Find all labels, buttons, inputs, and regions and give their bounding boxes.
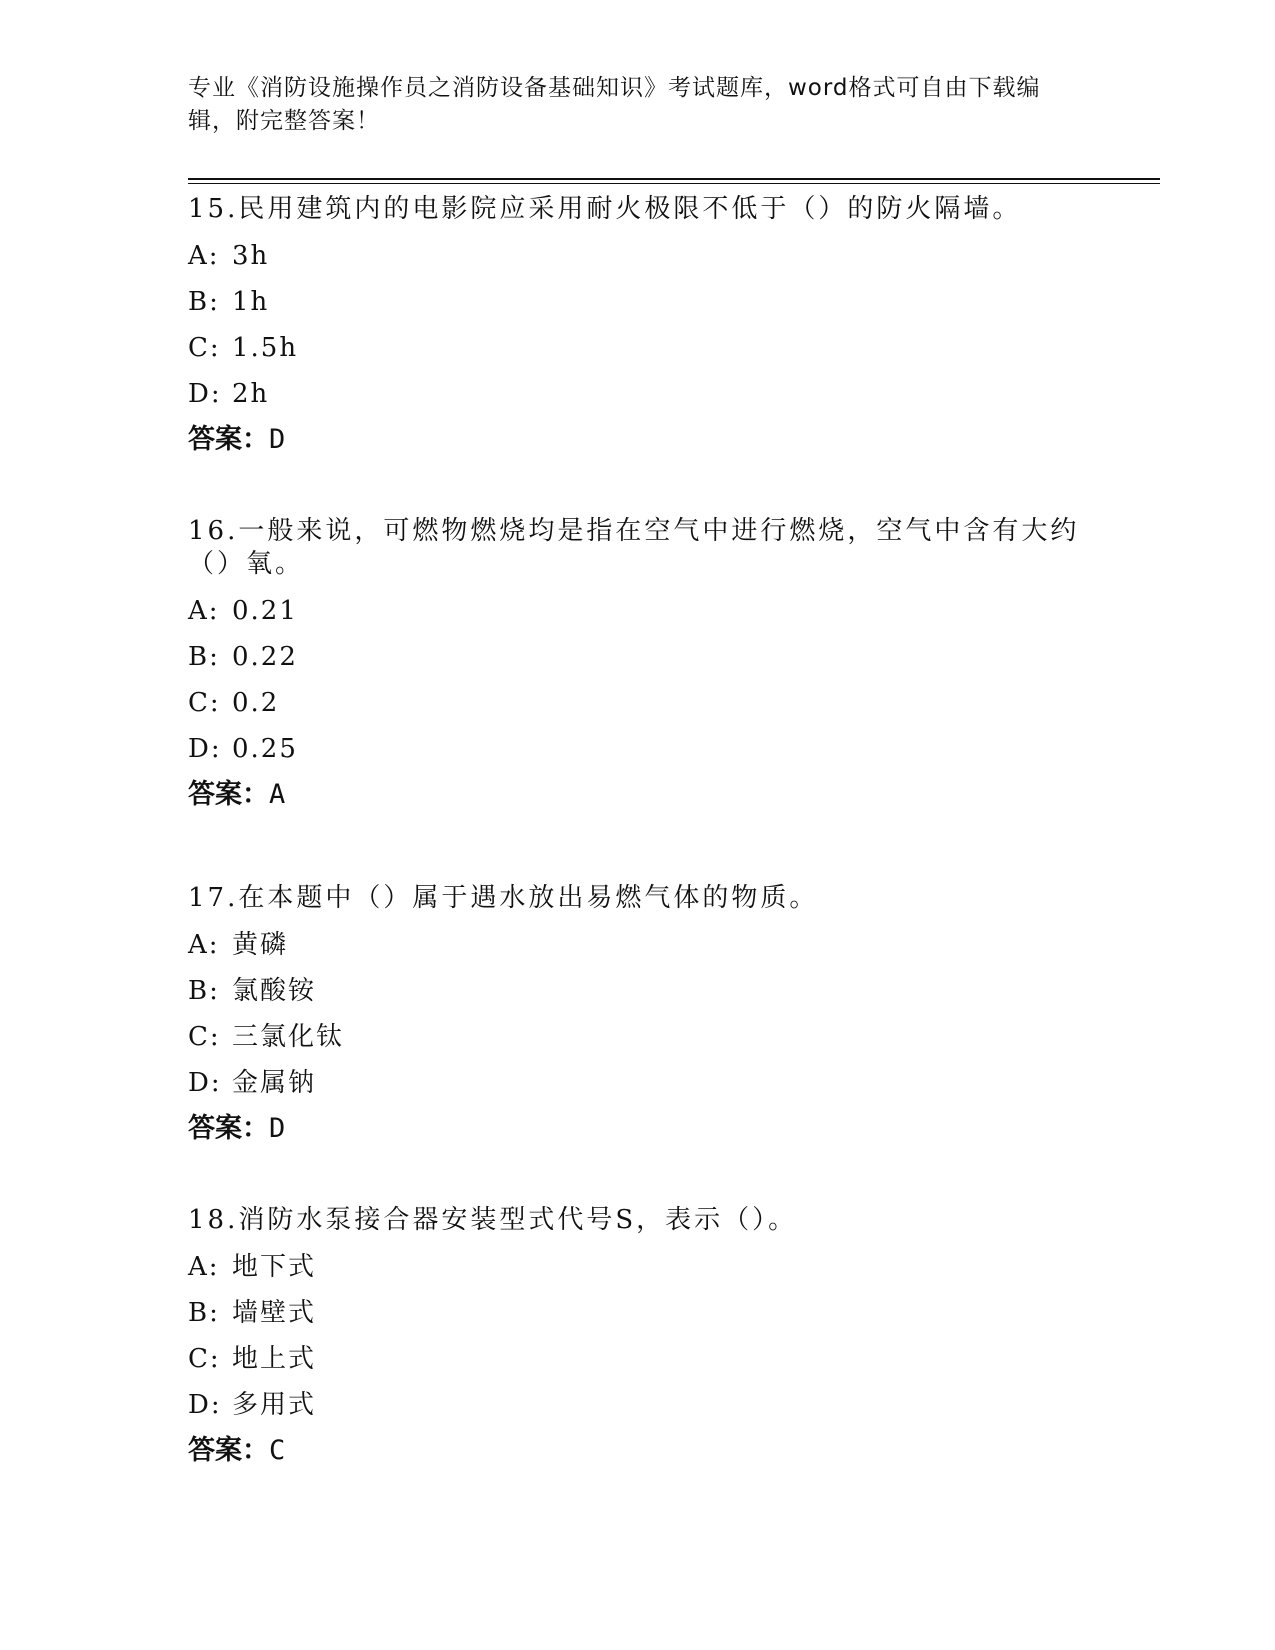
option-c [188, 680, 1088, 726]
option-letter: C: [188, 333, 221, 363]
answer-line [188, 1106, 1088, 1152]
answer-label: 答案： [188, 424, 269, 455]
option-value: 2h [232, 379, 270, 409]
option-letter: B: [188, 1298, 220, 1328]
answer-label: 答案： [188, 1435, 269, 1466]
answer-label: 答案： [188, 779, 269, 810]
option-value: 金属钠 [232, 1068, 317, 1098]
option-letter: A: [188, 1252, 220, 1282]
header-divider-thin [188, 183, 1160, 184]
option-letter: D: [188, 1390, 222, 1420]
answer-line [188, 417, 1088, 463]
answer-value: A [269, 779, 286, 810]
option-value: 0.2 [232, 688, 280, 718]
answer-value: C [269, 1435, 286, 1466]
option-letter: B: [188, 976, 220, 1006]
option-b [188, 279, 1088, 325]
option-value: 黄磷 [232, 930, 289, 960]
option-value: 1.5h [232, 333, 299, 363]
option-letter: D: [188, 379, 222, 409]
option-letter: A: [188, 241, 220, 271]
option-letter: B: [188, 642, 220, 672]
option-value: 地上式 [232, 1344, 317, 1374]
answer-value: D [269, 1113, 286, 1144]
option-c [188, 1336, 1088, 1382]
option-d [188, 371, 1088, 417]
option-letter: C: [188, 688, 221, 718]
option-a [188, 1244, 1088, 1290]
document-header: 专业《消防设施操作员之消防设备基础知识》考试题库，word格式可自由下载编辑，附完整答案！ [188, 75, 1041, 134]
question-17 [188, 882, 1088, 1152]
question-15 [188, 193, 1088, 463]
option-letter: A: [188, 596, 220, 626]
option-value: 多用式 [232, 1390, 317, 1420]
option-b [188, 634, 1088, 680]
option-letter: A: [188, 930, 220, 960]
question-text: 16.一般来说，可燃物燃烧均是指在空气中进行燃烧，空气中含有大约（）氧。 [188, 516, 1080, 579]
header-divider-thick [188, 178, 1160, 180]
option-letter: C: [188, 1022, 221, 1052]
option-value: 墙壁式 [232, 1298, 317, 1328]
option-d [188, 726, 1088, 772]
option-letter: C: [188, 1344, 221, 1374]
option-c [188, 1014, 1088, 1060]
question-text: 18.消防水泵接合器安装型式代号S，表示（）。 [188, 1205, 798, 1235]
option-a [188, 588, 1088, 634]
option-value: 地下式 [232, 1252, 317, 1282]
option-c [188, 325, 1088, 371]
option-letter: B: [188, 287, 220, 317]
question-18 [188, 1204, 1088, 1474]
option-d [188, 1382, 1088, 1428]
option-value: 0.25 [232, 734, 298, 764]
option-b [188, 1290, 1088, 1336]
option-b [188, 968, 1088, 1014]
option-value: 0.21 [232, 596, 298, 626]
option-value: 三氯化钛 [232, 1022, 345, 1052]
option-d [188, 1060, 1088, 1106]
option-a [188, 922, 1088, 968]
option-a [188, 233, 1088, 279]
answer-value: D [269, 424, 286, 455]
option-value: 0.22 [232, 642, 298, 672]
answer-line [188, 772, 1088, 818]
option-letter: D: [188, 734, 222, 764]
option-value: 3h [232, 241, 270, 271]
option-value: 1h [232, 287, 270, 317]
option-letter: D: [188, 1068, 222, 1098]
answer-label: 答案： [188, 1113, 269, 1144]
question-16 [188, 515, 1088, 818]
option-value: 氯酸铵 [232, 976, 317, 1006]
question-text: 15.民用建筑内的电影院应采用耐火极限不低于（）的防火隔墙。 [188, 194, 1022, 224]
answer-line [188, 1428, 1088, 1474]
question-text: 17.在本题中（）属于遇水放出易燃气体的物质。 [188, 883, 819, 913]
